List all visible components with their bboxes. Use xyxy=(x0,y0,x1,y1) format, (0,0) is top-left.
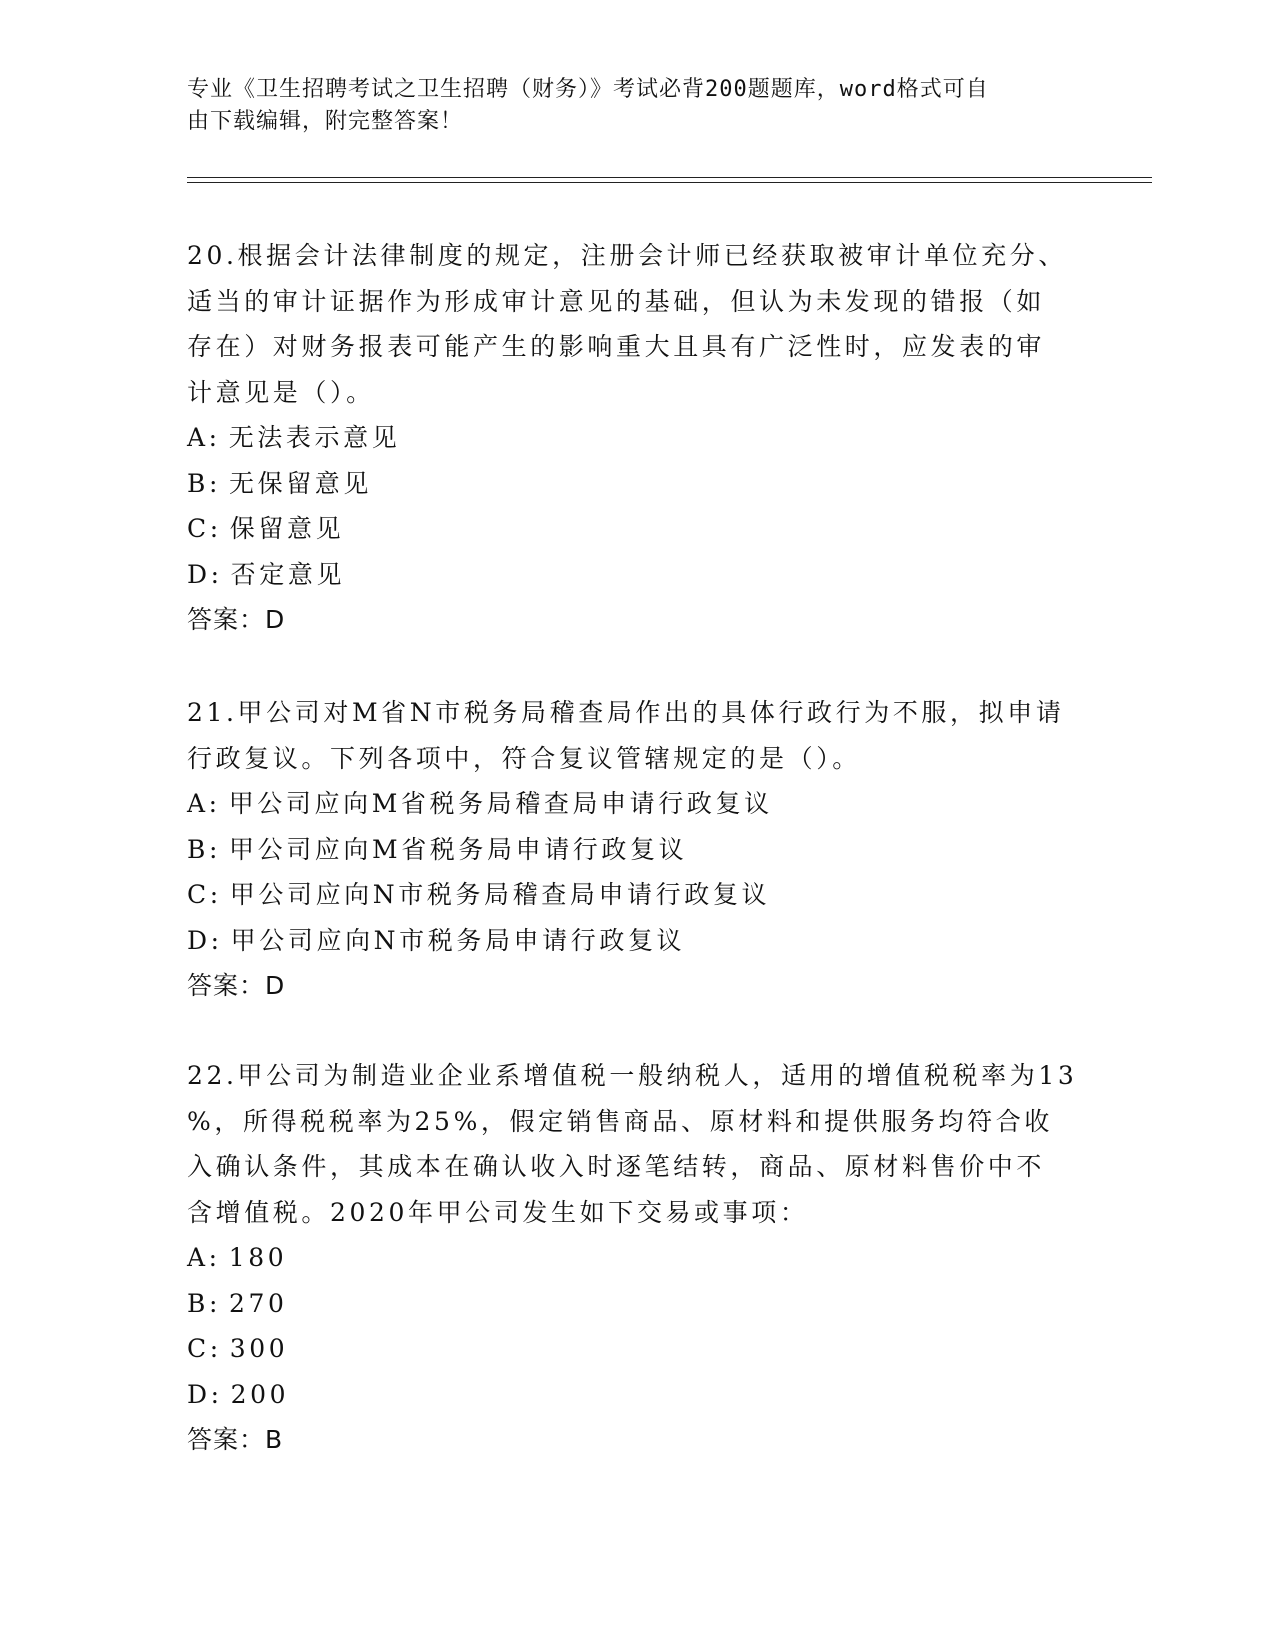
option-c xyxy=(187,872,1087,918)
question-stem-line: 入确认条件，其成本在确认收入时逐笔结转，商品、原材料售价中不 xyxy=(187,1152,1046,1181)
option-d xyxy=(187,552,1087,598)
answer-line: 答案：D xyxy=(187,605,286,634)
option-b xyxy=(187,827,1087,873)
option-text: 甲公司应向M省税务局申请行政复议 xyxy=(229,834,688,864)
option-key: A: xyxy=(187,423,221,452)
option-a xyxy=(187,415,1087,461)
question-20 xyxy=(187,233,1087,643)
header-divider-top xyxy=(187,177,1152,178)
option-b xyxy=(187,461,1087,507)
option-key: D: xyxy=(187,559,223,589)
option-d xyxy=(187,918,1087,964)
option-key: B: xyxy=(187,468,221,498)
question-stem-line: %，所得税税率为25%，假定销售商品、原材料和提供服务均符合收 xyxy=(187,1106,1053,1136)
option-key: B: xyxy=(187,1288,221,1318)
option-key: C: xyxy=(187,514,222,543)
option-text: 300 xyxy=(229,1334,289,1363)
option-text: 否定意见 xyxy=(230,559,346,589)
option-text: 甲公司应向M省税务局稽查局申请行政复议 xyxy=(228,789,773,818)
question-stem-line: 21.甲公司对M省N市税务局稽查局作出的具体行政行为不服，拟申请 xyxy=(187,698,1065,727)
document-header xyxy=(187,74,1067,138)
question-stem-line: 计意见是（）。 xyxy=(187,377,375,407)
question-21 xyxy=(187,690,1087,1009)
option-key: A: xyxy=(187,789,221,818)
option-key: D: xyxy=(187,925,223,955)
answer-line: 答案：D xyxy=(187,971,286,1000)
header-line-2: 由下载编辑，附完整答案！ xyxy=(187,109,464,134)
question-stem-line: 行政复议。下列各项中，符合复议管辖规定的是（）。 xyxy=(187,743,861,773)
option-text: 无法表示意见 xyxy=(228,423,401,452)
option-text: 保留意见 xyxy=(229,514,345,543)
option-key: A: xyxy=(187,1243,221,1272)
option-b xyxy=(187,1281,1087,1327)
option-key: B: xyxy=(187,834,221,864)
option-c xyxy=(187,1326,1087,1372)
option-key: D: xyxy=(187,1379,223,1409)
option-a xyxy=(187,781,1087,827)
question-stem-line: 22.甲公司为制造业企业系增值税一般纳税人，适用的增值税税率为13 xyxy=(187,1061,1078,1090)
option-text: 甲公司应向N市税务局稽查局申请行政复议 xyxy=(229,880,771,909)
question-stem-line: 存在）对财务报表可能产生的影响重大且具有广泛性时，应发表的审 xyxy=(187,332,1046,361)
option-text: 270 xyxy=(229,1288,288,1318)
header-line-1: 专业《卫生招聘考试之卫生招聘（财务）》考试必背200题题库，word格式可自 xyxy=(187,77,989,102)
option-text: 180 xyxy=(228,1243,288,1272)
option-a xyxy=(187,1235,1087,1281)
header-divider-bottom xyxy=(187,182,1152,183)
answer-line: 答案：B xyxy=(187,1425,284,1454)
option-key: C: xyxy=(187,880,222,909)
option-text: 200 xyxy=(230,1379,290,1409)
option-c xyxy=(187,506,1087,552)
question-stem-line: 适当的审计证据作为形成审计意见的基础，但认为未发现的错报（如 xyxy=(187,286,1046,316)
question-stem-line: 20.根据会计法律制度的规定，注册会计师已经获取被审计单位充分、 xyxy=(187,241,1067,270)
question-stem-line: 含增值税。2020年甲公司发生如下交易或事项： xyxy=(187,1197,809,1227)
option-text: 无保留意见 xyxy=(229,468,373,498)
option-d xyxy=(187,1372,1087,1418)
option-text: 甲公司应向N市税务局申请行政复议 xyxy=(230,925,686,955)
question-22 xyxy=(187,1053,1087,1463)
option-key: C: xyxy=(187,1334,222,1363)
